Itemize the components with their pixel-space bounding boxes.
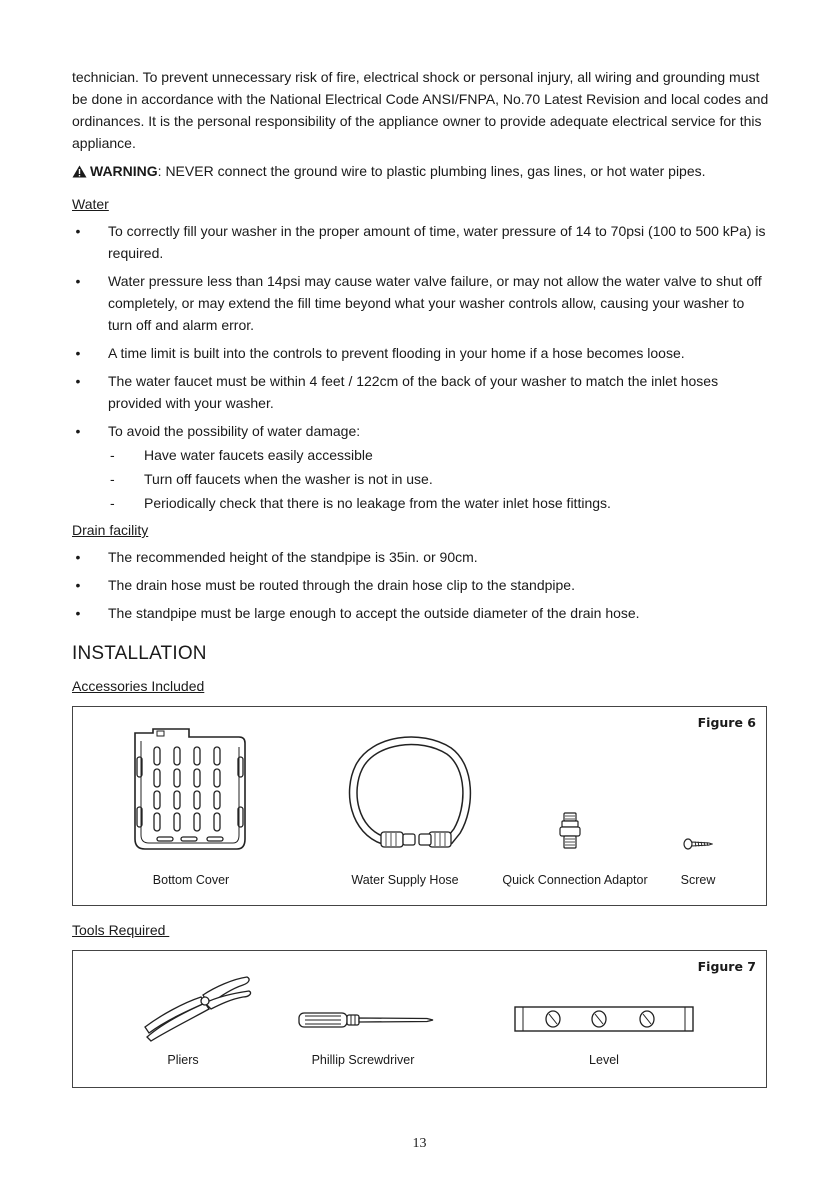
screw-illustration <box>683 837 713 851</box>
sub-list-item: - Periodically check that there is no leakage from the water inlet hose fittings. <box>110 495 611 511</box>
installation-title: INSTALLATION <box>72 643 207 664</box>
phillip-screwdriver-illustration <box>297 1007 437 1033</box>
list-item: • The drain hose must be routed through the drain hose clip to the standpipe. <box>75 577 575 593</box>
list-item: • Water pressure less than 14psi may cause water valve failure, or may not allow the water valve to shut off completely, or may extend the fill time beyond what your washer controls allow, causing your washer to turn off and alarm error. <box>75 273 762 333</box>
list-item: • The standpipe must be large enough to accept the outside diameter of the drain hose. <box>75 605 640 621</box>
drain-heading: Drain facility <box>72 522 149 538</box>
figure-6-label: Figure 6 <box>697 715 756 730</box>
caption-screw: Screw <box>680 873 716 887</box>
water-heading: Water <box>72 196 109 212</box>
drain-bullet-list <box>72 546 769 624</box>
level-illustration <box>513 1003 697 1035</box>
sub-list-item: - Have water faucets easily accessible <box>110 447 373 463</box>
water-supply-hose-illustration <box>345 731 475 855</box>
list-item: • To correctly fill your washer in the proper amount of time, water pressure of 14 to 70psi (100 to 500 kPa) is required. <box>75 223 766 261</box>
warning-line <box>72 160 769 184</box>
caption-water-supply-hose: Water Supply Hose <box>351 873 459 887</box>
tools-figure <box>72 950 767 1088</box>
page-number: 13 <box>412 1136 427 1151</box>
accessories-heading: Accessories Included <box>72 678 205 694</box>
figure-7-label: Figure 7 <box>697 959 756 974</box>
manual-page <box>72 66 769 1088</box>
caption-phillip-screwdriver: Phillip Screwdriver <box>311 1053 415 1067</box>
warning-triangle-icon <box>72 162 87 184</box>
caption-bottom-cover: Bottom Cover <box>152 873 230 887</box>
quick-connection-adaptor-illustration <box>555 811 585 853</box>
intro-paragraph: technician. To prevent unnecessary risk of fire, electrical shock or personal injury, all wiring and grounding must be done in accordance with the National Electrical Code ANSI/FNPA, No.70 Latest Revision and local codes and ordinances. It is the personal responsibility of the appliance owner to provide adequate electrical service for this appliance. <box>72 69 769 151</box>
warning-label: WARNING <box>90 163 158 179</box>
water-bullet-list <box>72 220 769 514</box>
list-item: • A time limit is built into the controls to prevent flooding in your home if a hose becomes loose. <box>75 345 685 361</box>
list-item: • The water faucet must be within 4 feet / 122cm of the back of your washer to match the inlet hoses provided with your washer. <box>75 373 719 411</box>
pliers-illustration <box>143 975 255 1045</box>
bottom-cover-illustration <box>131 721 251 853</box>
caption-pliers: Pliers <box>167 1053 199 1067</box>
list-item: • The recommended height of the standpipe is 35in. or 90cm. <box>75 549 478 565</box>
sub-list-item: - Turn off faucets when the washer is not in use. <box>110 471 433 487</box>
caption-quick-connection-adaptor: Quick Connection Adaptor <box>502 873 648 887</box>
accessories-figure <box>72 706 767 906</box>
water-section <box>72 194 769 514</box>
tools-heading: Tools Required <box>72 922 170 938</box>
list-item: • To avoid the possibility of water damage: - Have water faucets easily accessible - Turn off faucets when the washer is not in use. - Periodically check that there is no leakage from the water inlet hose fittings. <box>72 420 769 514</box>
warning-text: : NEVER connect the ground wire to plastic plumbing lines, gas lines, or hot water pipes. <box>157 163 706 179</box>
drain-section <box>72 520 769 624</box>
caption-level: Level <box>589 1053 619 1067</box>
water-sub-list <box>108 444 769 514</box>
